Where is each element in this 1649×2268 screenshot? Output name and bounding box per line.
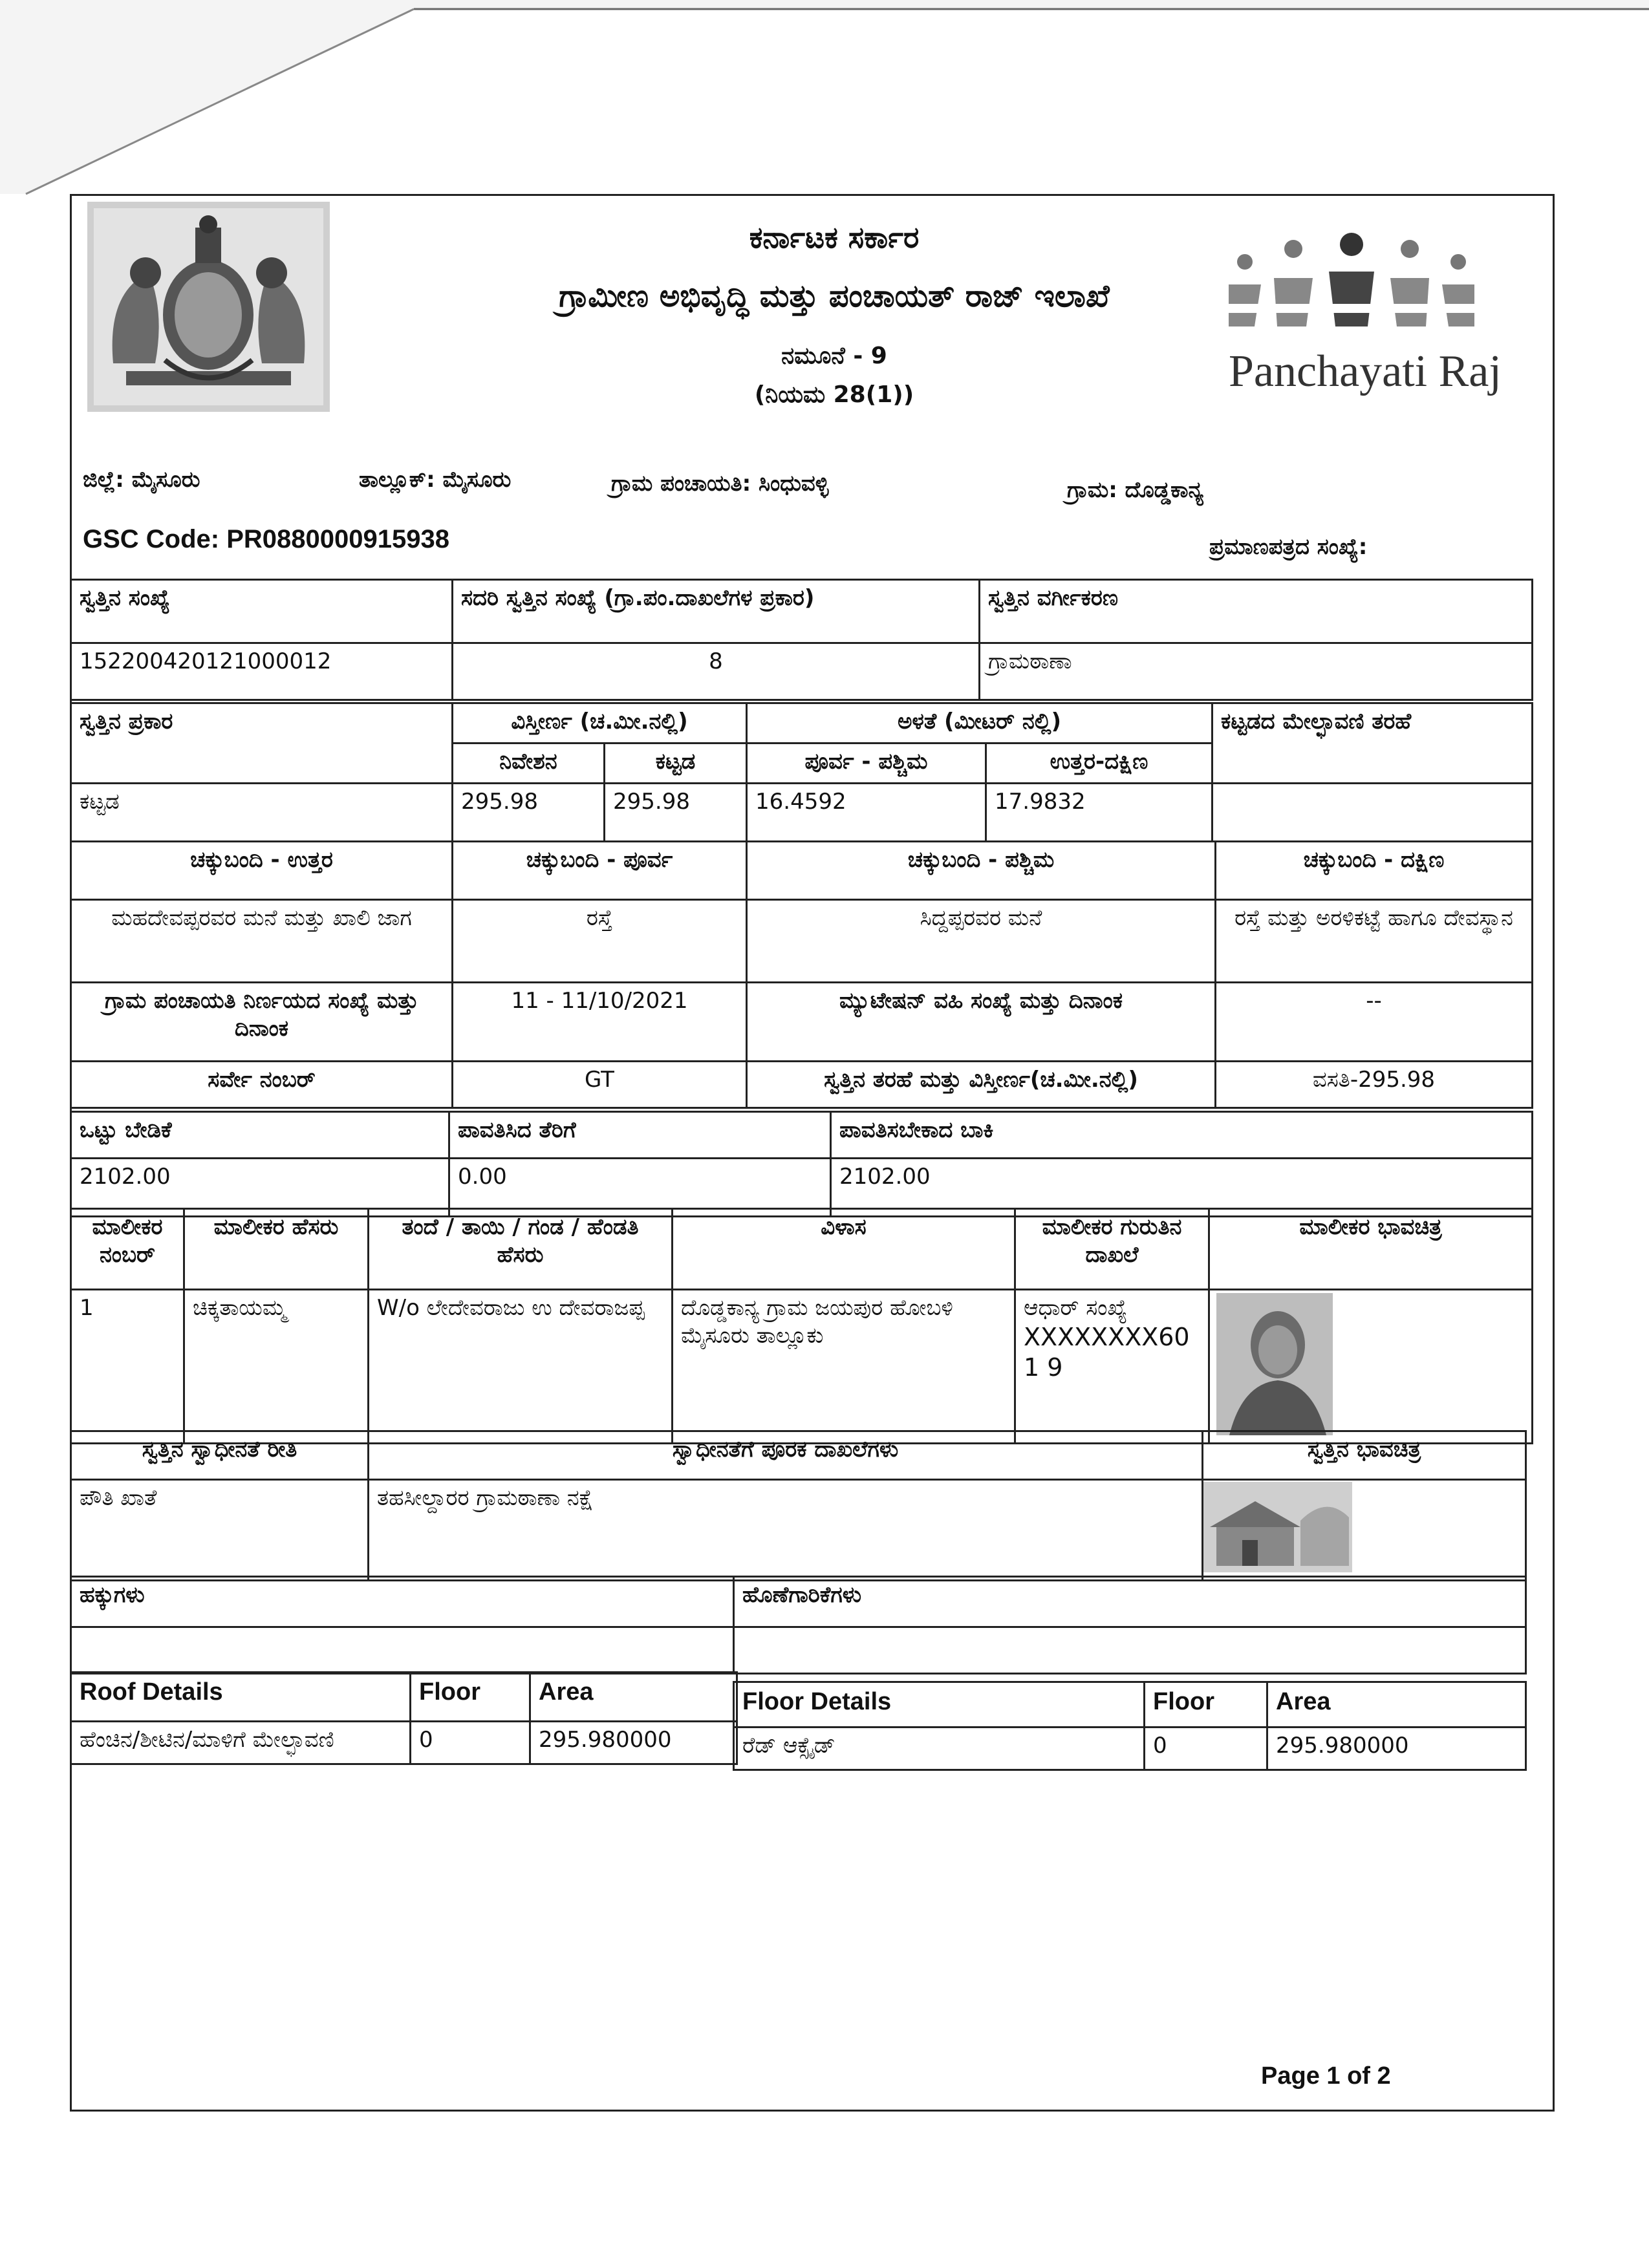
- paid-tax-value: 0.00: [449, 1159, 831, 1217]
- owner-photo-label: ಮಾಲೀಕರ ಭಾವಚಿತ್ರ: [1209, 1209, 1533, 1290]
- paid-tax-label: ಪಾವತಿಸಿದ ತೆರಿಗೆ: [449, 1112, 831, 1159]
- gram-panchayat: ಗ್ರಾಮ ಪಂಚಾಯತಿ: ಸಿಂಧುವಳ್ಳಿ: [611, 471, 829, 497]
- owner-id-number: XXXXXXXX601 9: [1024, 1322, 1190, 1382]
- building-area-value: 295.98: [605, 784, 747, 842]
- roof-floor-label: Floor: [411, 1673, 530, 1722]
- roof-details-table: [70, 1671, 738, 1765]
- total-demand-value: 2102.00: [71, 1159, 449, 1217]
- floor-area-label: Area: [1267, 1682, 1526, 1728]
- area-label: ವಿಸ್ತೀರ್ಣ (ಚ.ಮೀ.ನಲ್ಲಿ): [453, 703, 747, 744]
- survey-number-label: ಸರ್ವೇ ನಂಬರ್: [71, 1062, 453, 1108]
- owner-name-value: ಚಿಕ್ಕತಾಯಮ್ಮ: [184, 1290, 369, 1444]
- roof-details-title: Roof Details: [71, 1673, 411, 1722]
- property-class-value: ಗ್ರಾಮಠಾಣಾ: [980, 643, 1533, 700]
- address-label: ವಿಳಾಸ: [673, 1209, 1015, 1290]
- form-number: ನಮೂನೆ - 9: [781, 343, 887, 369]
- nature-area-label: ಸ್ವತ್ತಿನ ತರಹೆ ಮತ್ತು ವಿಸ್ತೀರ್ಣ(ಚ.ಮೀ.ನಲ್ಲಿ): [747, 1062, 1216, 1108]
- gp-resolution-label: ಗ್ರಾಮ ಪಂಚಾಯತಿ ನಿರ್ಣಯದ ಸಂಖ್ಯೆ ಮತ್ತು ದಿನಾಂಕ: [71, 983, 453, 1062]
- karnataka-emblem-icon: [87, 202, 330, 412]
- ownership-table: [70, 1430, 1527, 1581]
- roof-area-value: 295.980000: [530, 1722, 737, 1764]
- rights-value: [71, 1627, 734, 1674]
- south-boundary-label: ಚಕ್ಕುಬಂದಿ - ದಕ್ಷಿಣ: [1216, 842, 1533, 900]
- property-id-table: [70, 579, 1533, 701]
- owner-name-label: ಮಾಲೀಕರ ಹೆಸರು: [184, 1209, 369, 1290]
- page-number: Page 1 of 2: [1261, 2062, 1391, 2090]
- ownership-mode-label: ಸ್ವತ್ತಿನ ಸ್ವಾಧೀನತೆ ರೀತಿ: [71, 1431, 369, 1480]
- rights-table: [70, 1576, 1527, 1674]
- total-demand-label: ಒಟ್ಟು ಬೇಡಿಕೆ: [71, 1112, 449, 1159]
- floor-details-table: [733, 1681, 1527, 1771]
- property-photo-label: ಸ್ವತ್ತಿನ ಭಾವಚಿತ್ರ: [1203, 1431, 1526, 1480]
- certificate-number-label: ಪ್ರಮಾಣಪತ್ರದ ಸಂಖ್ಯೆ:: [1209, 534, 1368, 560]
- survey-number-value: GT: [453, 1062, 747, 1108]
- relation-name-value: W/o ಲೇದೇವರಾಜು ಉ ದೇವರಾಜಪ್ಪ: [369, 1290, 673, 1444]
- mutation-value: --: [1216, 983, 1533, 1062]
- ownership-docs-label: ಸ್ವಾಧೀನತೆಗೆ ಪೂರಕ ದಾಖಲೆಗಳು: [369, 1431, 1203, 1480]
- floor-details-title: Floor Details: [734, 1682, 1145, 1728]
- tax-table: [70, 1111, 1533, 1217]
- owner-id-type: ಆಧಾರ್ ಸಂಖ್ಯೆ: [1024, 1295, 1128, 1321]
- floor-floor-label: Floor: [1145, 1682, 1267, 1728]
- measure-label: ಅಳತೆ (ಮೀಟರ್ ನಲ್ಲಿ): [747, 703, 1212, 744]
- gp-resolution-value: 11 - 11/10/2021: [453, 983, 747, 1062]
- gp-number-value: 8: [453, 643, 980, 700]
- panchayati-raj-logo-text: Panchayati Raj: [1229, 347, 1502, 396]
- rule-number: (ನಿಯಮ 28(1)): [754, 381, 914, 408]
- owner-number-value: 1: [71, 1290, 184, 1444]
- nature-area-value: ವಸತಿ-295.98: [1216, 1062, 1533, 1108]
- property-id-value: 152200420121000012: [71, 643, 453, 700]
- property-class-label: ಸ್ವತ್ತಿನ ವರ್ಗೀಕರಣ: [980, 580, 1533, 643]
- liabilities-label: ಹೊಣೆಗಾರಿಕೆಗಳು: [734, 1577, 1526, 1627]
- building-area-label: ಕಟ್ಟಡ: [605, 744, 747, 784]
- roof-area-label: Area: [530, 1673, 737, 1722]
- owner-photo-image: [1216, 1293, 1333, 1435]
- property-photo: [1203, 1480, 1526, 1581]
- ownership-docs-value: ತಹಸೀಲ್ದಾರರ ಗ್ರಾಮಠಾಣಾ ನಕ್ಷೆ: [369, 1480, 1203, 1581]
- gsc-code: GSC Code: PR0880000915938: [83, 525, 449, 553]
- east-west-value: 16.4592: [747, 784, 986, 842]
- east-west-label: ಪೂರ್ವ - ಪಶ್ಚಿಮ: [747, 744, 986, 784]
- roof-type-value: [1212, 784, 1533, 842]
- boundaries-table: [70, 840, 1533, 1109]
- rights-label: ಹಕ್ಕುಗಳು: [71, 1577, 734, 1627]
- balance-tax-value: 2102.00: [831, 1159, 1533, 1217]
- north-south-value: 17.9832: [986, 784, 1212, 842]
- east-boundary-label: ಚಕ್ಕುಬಂದಿ - ಪೂರ್ವ: [453, 842, 747, 900]
- dimensions-table: [70, 702, 1533, 842]
- floor-type-value: ರೆಡ್ ಆಕ್ಸೈಡ್: [734, 1728, 1145, 1770]
- property-type-value: ಕಟ್ಟಡ: [71, 784, 453, 842]
- owner-table: [70, 1208, 1533, 1444]
- mutation-label: ಮ್ಯುಟೇಷನ್ ವಹಿ ಸಂಖ್ಯೆ ಮತ್ತು ದಿನಾಂಕ: [747, 983, 1216, 1062]
- north-boundary-value: ಮಹದೇವಪ್ಪರವರ ಮನೆ ಮತ್ತು ಖಾಲಿ ಜಾಗ: [71, 900, 453, 983]
- gp-number-label: ಸದರಿ ಸ್ವತ್ತಿನ ಸಂಖ್ಯೆ (ಗ್ರಾ.ಪಂ.ದಾಖಲೆಗಳ ಪ್ರಕಾರ): [453, 580, 980, 643]
- north-boundary-label: ಚಕ್ಕುಬಂದಿ - ಉತ್ತರ: [71, 842, 453, 900]
- district: ಜಿಲ್ಲೆ: ಮೈಸೂರು: [83, 467, 200, 493]
- property-photo-image: [1203, 1482, 1352, 1572]
- owner-number-label: ಮಾಲೀಕರ ನಂಬರ್: [71, 1209, 184, 1290]
- ownership-mode-value: ಪೌತಿ ಖಾತೆ: [71, 1480, 369, 1581]
- owner-id-label: ಮಾಲೀಕರ ಗುರುತಿನ ದಾಖಲೆ: [1015, 1209, 1209, 1290]
- property-id-label: ಸ್ವತ್ತಿನ ಸಂಖ್ಯೆ: [71, 580, 453, 643]
- south-boundary-value: ರಸ್ತೆ ಮತ್ತು ಅರಳಿಕಟ್ಟೆ ಹಾಗೂ ದೇವಸ್ಥಾನ: [1216, 900, 1533, 983]
- west-boundary-label: ಚಕ್ಕುಬಂದಿ - ಪಶ್ಚಿಮ: [747, 842, 1216, 900]
- taluk: ತಾಲ್ಲೂಕ್: ಮೈಸೂರು: [359, 467, 512, 493]
- roof-type-row-value: ಹೆಂಚಿನ/ಶೀಟಿನ/ಮಾಳಿಗೆ ಮೇಲ್ಛಾವಣಿ: [71, 1722, 411, 1764]
- floor-area-value: 295.980000: [1267, 1728, 1526, 1770]
- balance-tax-label: ಪಾವತಿಸಬೇಕಾದ ಬಾಕಿ: [831, 1112, 1533, 1159]
- owner-id-value: [1015, 1290, 1209, 1444]
- north-south-label: ಉತ್ತರ-ದಕ್ಷಿಣ: [986, 744, 1212, 784]
- liabilities-value: [734, 1627, 1526, 1674]
- site-area-value: 295.98: [453, 784, 605, 842]
- relation-name-label: ತಂದೆ / ತಾಯಿ / ಗಂಡ / ಹೆಂಡತಿ ಹೆಸರು: [369, 1209, 673, 1290]
- department-title: ಗ್ರಾಮೀಣ ಅಭಿವೃದ್ಧಿ ಮತ್ತು ಪಂಚಾಯತ್ ರಾಜ್ ಇಲಾಖೆ: [559, 278, 1110, 314]
- roof-type-label: ಕಟ್ಟಡದ ಮೇಲ್ಛಾವಣಿ ತರಹೆ: [1212, 703, 1533, 784]
- owner-photo: [1209, 1290, 1533, 1444]
- govt-title: ಕರ್ನಾಟಕ ಸರ್ಕಾರ: [749, 220, 920, 255]
- site-area-label: ನಿವೇಶನ: [453, 744, 605, 784]
- floor-floor-value: 0: [1145, 1728, 1267, 1770]
- roof-floor-value: 0: [411, 1722, 530, 1764]
- address-value: ದೊಡ್ಡಕಾನ್ಯ ಗ್ರಾಮ ಜಯಪುರ ಹೋಬಳಿ ಮೈಸೂರು ತಾಲ್ಲೂಕು: [673, 1290, 1015, 1444]
- village: ಗ್ರಾಮ: ದೊಡ್ಡಕಾನ್ಯ: [1067, 477, 1204, 503]
- east-boundary-value: ರಸ್ತೆ: [453, 900, 747, 983]
- property-type-label: ಸ್ವತ್ತಿನ ಪ್ರಕಾರ: [71, 703, 453, 784]
- page-corner-fold: [0, 0, 1649, 207]
- west-boundary-value: ಸಿದ್ದಪ್ಪರವರ ಮನೆ: [747, 900, 1216, 983]
